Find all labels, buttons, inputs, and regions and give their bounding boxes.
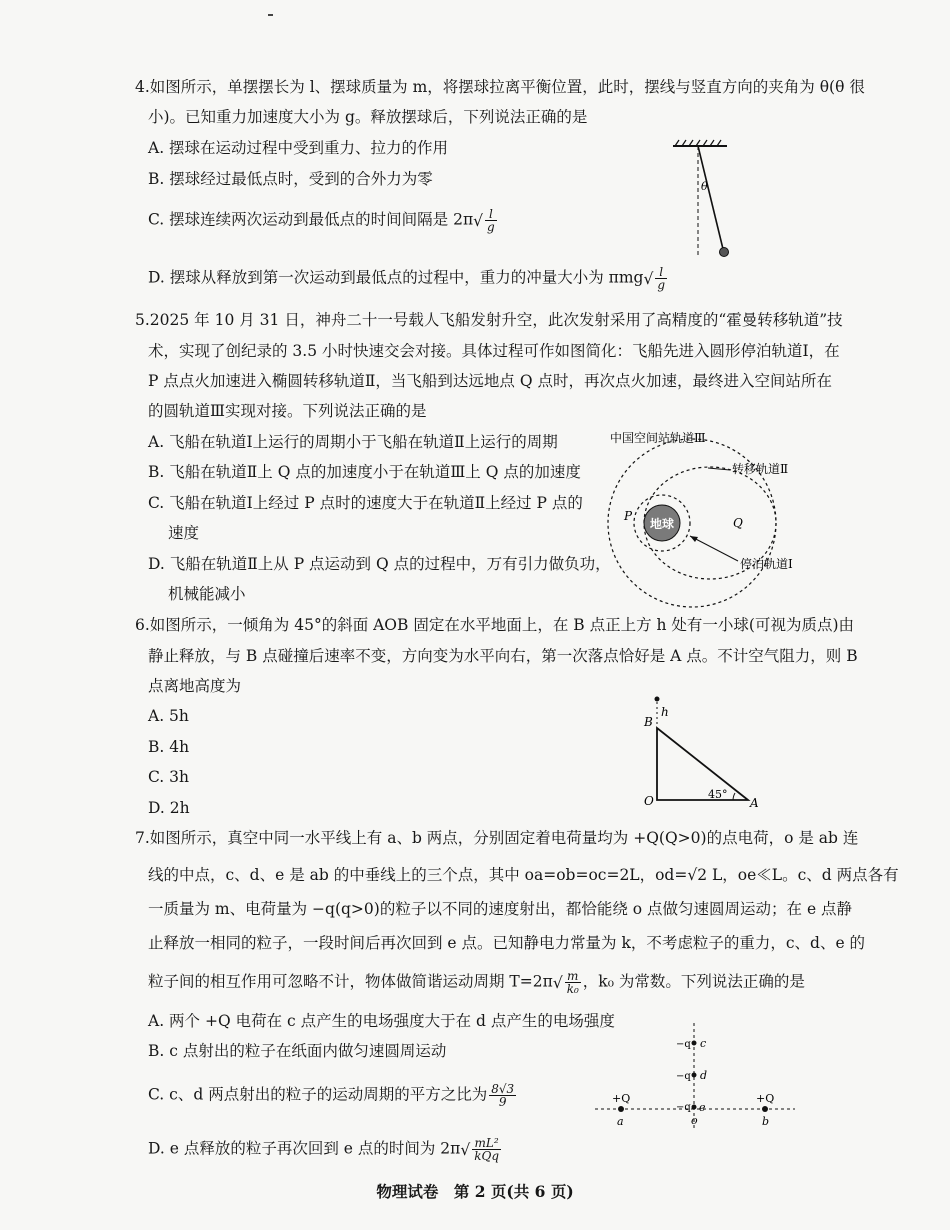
incline-triangle — [657, 728, 748, 800]
angle-arc — [733, 793, 735, 800]
point-p-label: P — [624, 509, 633, 523]
charge-b-label: +Q — [756, 1092, 775, 1105]
sqrt-symbol: √ — [552, 973, 563, 992]
parking-orbit-label: 停泊轨道Ⅰ — [740, 557, 793, 571]
transfer-orbit-label: 转移轨道Ⅱ — [732, 462, 789, 476]
fraction-denominator: g — [487, 220, 495, 234]
q7-option-d-text: D. e 点释放的粒子再次回到 e 点的时间为 2π — [148, 1139, 461, 1158]
fraction-denominator: 9 — [498, 1095, 507, 1109]
fraction-numerator: 8√3 — [491, 1082, 515, 1096]
point-a-label: a — [617, 1115, 624, 1128]
q4-option-b: B. 摆球经过最低点时，受到的合外力为零 — [148, 170, 433, 188]
transfer-orbit-pointer — [708, 468, 730, 470]
charge-d-label: −q — [676, 1071, 691, 1082]
fraction-numerator: l — [485, 208, 497, 221]
charge-e-label: −q — [676, 1102, 691, 1113]
q6-stem-line-1: 6.如图所示，一倾角为 45°的斜面 AOB 固定在水平地面上，在 B 点正上方 h 处有一小球(可视为质点)由 — [135, 616, 855, 634]
point-d-label: d — [700, 1069, 708, 1082]
pendulum-figure — [665, 138, 745, 263]
q7-stem-line-2: 线的中点，c、d、e 是 ab 的中垂线上的三个点，其中 oa=ob=oc=2L，od=√2 L，oe≪L。c、d 两点各有 — [148, 866, 899, 884]
space-station-orbit-label: 中国空间站轨道Ⅲ — [610, 431, 706, 445]
q4-option-d-fraction — [655, 266, 667, 291]
fraction-denominator: g — [657, 278, 666, 292]
pendulum-string — [698, 146, 723, 249]
q6-stem-line-2: 静止释放，与 B 点碰撞后速率不变，方向变为水平向右，第一次落点恰好是 A 点。不计空气阻力，则 B — [148, 647, 858, 665]
q6-option-c: C. 3h — [148, 768, 190, 786]
angle-label: 45° — [708, 788, 728, 801]
q6-option-d: D. 2h — [148, 799, 190, 817]
fraction-denominator: k₀ — [566, 982, 579, 996]
a-label: A — [750, 796, 759, 810]
q5-option-d: D. 飞船在轨道Ⅱ上从 P 点运动到 Q 点的过程中，万有引力做负功， — [148, 555, 611, 573]
theta-label: θ — [701, 180, 708, 193]
q4-stem-line-2: 小)。已知重力加速度大小为 g。释放摆球后，下列说法正确的是 — [148, 108, 588, 126]
h-label: h — [661, 705, 669, 719]
fraction-numerator: m — [565, 970, 581, 983]
incline-figure — [636, 690, 766, 815]
ball — [655, 697, 660, 702]
q7-stem-line-5-b: ，k₀ 为常数。下列说法正确的是 — [582, 972, 805, 991]
o-label: O — [644, 794, 654, 808]
q5-stem-line-3: P 点点火加速进入椭圆转移轨道Ⅱ，当飞船到达远地点 Q 点时，再次点火加速，最终进入空间站所在 — [148, 372, 832, 390]
fraction-numerator: l — [655, 266, 667, 279]
q5-option-a: A. 飞船在轨道Ⅰ上运行的周期小于飞船在轨道Ⅱ上运行的周期 — [148, 433, 558, 451]
point-q-label: Q — [733, 516, 743, 530]
q7-option-d — [148, 1137, 503, 1162]
q4-option-d — [148, 266, 669, 291]
point-e-dot — [692, 1105, 697, 1110]
q5-stem-line-4: 的圆轨道Ⅲ实现对接。下列说法正确的是 — [148, 402, 427, 420]
page-footer: 物理试卷 第 2 页(共 6 页) — [376, 1182, 574, 1201]
q7-option-c — [148, 1083, 518, 1108]
point-e-label: e — [699, 1101, 706, 1114]
point-d-dot — [692, 1073, 697, 1078]
point-o-label: o — [691, 1114, 698, 1127]
parking-orbit-arrowhead — [690, 536, 698, 542]
q4-option-d-text: D. 摆球从释放到第一次运动到最低点的过程中，重力的冲量大小为 πmg — [148, 268, 644, 287]
point-b-label: b — [762, 1115, 770, 1128]
q7-stem-line-4: 止释放一相同的粒子，一段时间后再次回到 e 点。已知静电力常量为 k，不考虑粒子的重力，c、d、e 的 — [148, 934, 866, 952]
q7-option-d-fraction — [472, 1137, 501, 1162]
q4-option-c-text: C. 摆球连续两次运动到最低点的时间间隔是 2π — [148, 210, 474, 229]
pendulum-bob — [720, 248, 729, 257]
q7-option-c-text: C. c、d 两点射出的粒子的运动周期的平方之比为 — [148, 1085, 488, 1104]
q4-stem-line-1: 4.如图所示，单摆摆长为 l、摆球质量为 m，将摆球拉离平衡位置，此时，摆线与竖直方向的夹角为 θ(θ 很 — [135, 78, 865, 96]
parking-orbit-pointer — [690, 536, 738, 561]
q6-stem-line-3: 点离地高度为 — [148, 677, 242, 695]
sqrt-symbol: √ — [643, 269, 654, 288]
q7-stem-line-3: 一质量为 m、电荷量为 −q(q>0)的粒子以不同的速度射出，都恰能绕 o 点做匀速圆周运动；在 e 点静 — [148, 900, 853, 918]
charges-figure — [590, 1018, 800, 1133]
earth-label: 地球 — [650, 517, 675, 531]
sqrt-symbol: √ — [460, 1140, 471, 1159]
q7-option-a: A. 两个 +Q 电荷在 c 点产生的电场强度大于在 d 点产生的电场强度 — [148, 1012, 615, 1030]
q7-period-fraction — [565, 970, 581, 995]
fraction-numerator: mL² — [472, 1137, 501, 1150]
q5-option-c: C. 飞船在轨道Ⅰ上经过 P 点时的速度大于在轨道Ⅱ上经过 P 点的 — [148, 494, 583, 512]
charge-a-label: +Q — [612, 1092, 631, 1105]
q7-stem-line-1: 7.如图所示，真空中同一水平线上有 a、b 两点，分别固定着电荷量均为 +Q(Q>0)的点电荷，o 是 ab 连 — [135, 829, 859, 847]
q4-option-c-fraction — [485, 208, 497, 233]
q7-stem-line-5 — [148, 970, 805, 995]
q7-option-b: B. c 点射出的粒子在纸面内做匀速圆周运动 — [148, 1042, 447, 1060]
scan-mark — [268, 14, 273, 16]
q4-option-c — [148, 208, 499, 233]
point-c-label: c — [700, 1037, 707, 1050]
charge-c-label: −q — [676, 1039, 691, 1050]
q6-option-b: B. 4h — [148, 738, 190, 756]
q5-option-b: B. 飞船在轨道Ⅱ上 Q 点的加速度小于在轨道Ⅲ上 Q 点的加速度 — [148, 463, 581, 481]
q5-option-c-continued: 速度 — [168, 524, 200, 542]
q7-stem-line-5-a: 粒子间的相互作用可忽略不计，物体做简谐运动周期 T=2π — [148, 972, 553, 991]
q6-option-a: A. 5h — [148, 707, 189, 725]
q5-stem-line-1: 5.2025 年 10 月 31 日，神舟二十一号载人飞船发射升空，此次发射采用了高精度的“霍曼转移轨道”技 — [135, 311, 843, 329]
q7-option-c-fraction — [489, 1083, 516, 1108]
orbit-figure — [590, 428, 830, 613]
q4-option-a: A. 摆球在运动过程中受到重力、拉力的作用 — [148, 139, 449, 157]
q5-option-d-continued: 机械能减小 — [168, 585, 246, 603]
b-label: B — [644, 715, 653, 729]
q5-stem-line-2: 术，实现了创纪录的 3.5 小时快速交会对接。具体过程可作如图简化：飞船先进入圆形停泊轨道Ⅰ，在 — [148, 342, 840, 360]
fraction-denominator: kQq — [474, 1149, 500, 1163]
sqrt-symbol: √ — [473, 211, 484, 230]
charge-b-dot — [762, 1106, 768, 1112]
charge-a-dot — [618, 1106, 624, 1112]
point-c-dot — [692, 1041, 697, 1046]
